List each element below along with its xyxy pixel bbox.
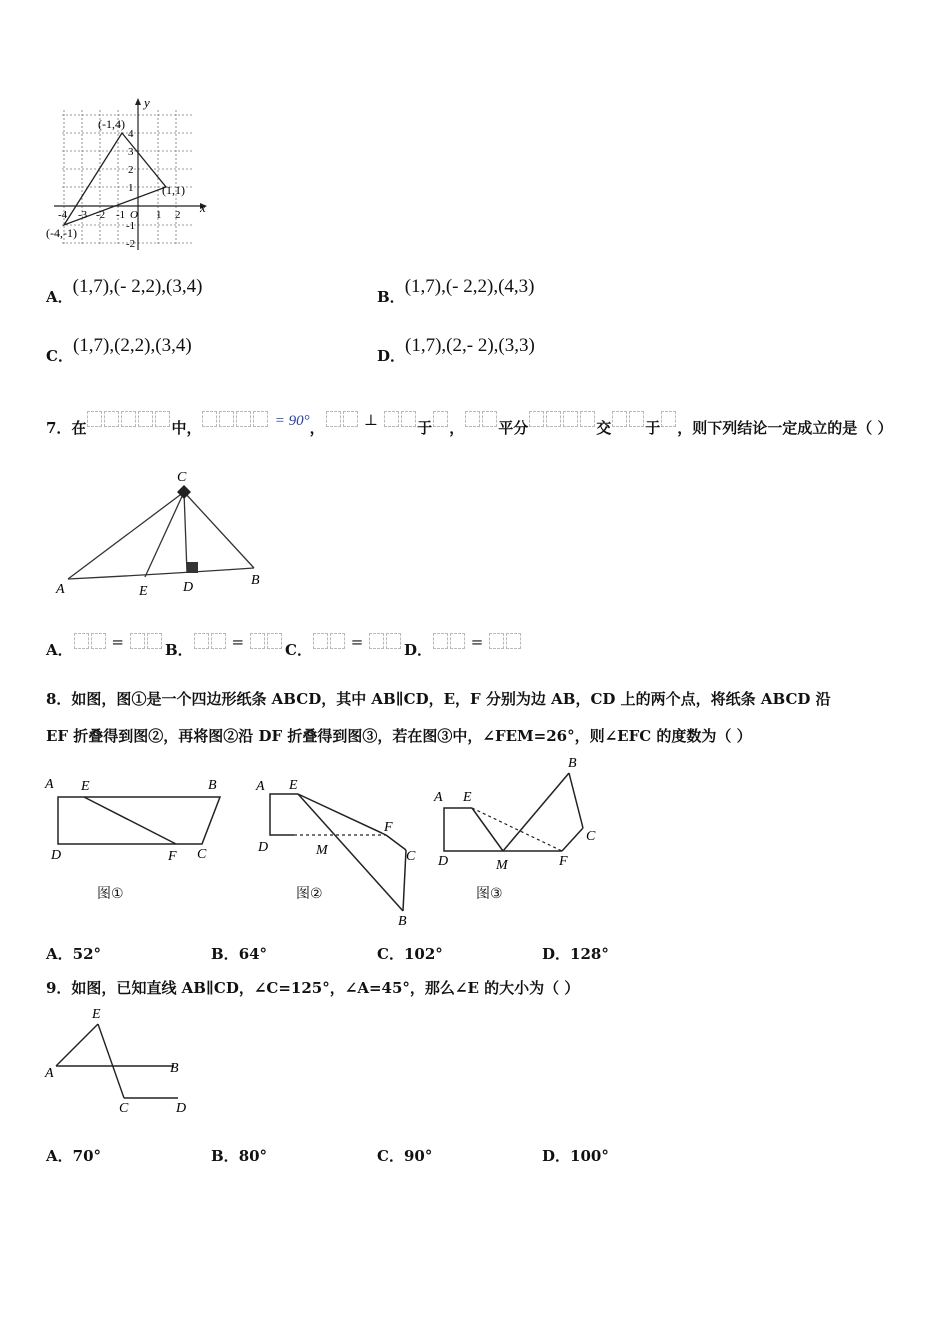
q6-tick-1: 1 bbox=[128, 182, 134, 194]
fig2-caption: 图② bbox=[296, 886, 323, 902]
q7-label-A: A bbox=[56, 582, 65, 597]
fig1-label-E: E bbox=[81, 779, 90, 794]
option-label: C． bbox=[285, 641, 312, 659]
option-eq: = bbox=[470, 633, 484, 651]
q6-bottom-point-label: (-4,-1) bbox=[46, 226, 77, 240]
fig1-label-C: C bbox=[197, 847, 207, 862]
q9-option-a[interactable] bbox=[46, 1145, 101, 1166]
q7-text: ， bbox=[309, 419, 325, 437]
option-eq: = bbox=[111, 633, 124, 651]
q7-text: 交 bbox=[596, 419, 612, 437]
q9-label-D: D bbox=[176, 1101, 187, 1116]
q8-question-line2: EF 折叠得到图②，再将图②沿 DF 折叠得到图③，若在图③中，∠FEM=26°，则∠EFC 的度数为（ ） bbox=[46, 727, 752, 745]
fig3-label-F: F bbox=[559, 854, 568, 869]
option-text: 90° bbox=[403, 1147, 433, 1165]
q6-tick-m1: -1 bbox=[126, 220, 136, 232]
fig2-label-M: M bbox=[316, 843, 328, 858]
option-label: C． bbox=[377, 1147, 404, 1165]
fig2-label-C: C bbox=[406, 849, 416, 864]
q9-option-d[interactable] bbox=[542, 1145, 609, 1166]
option-label: C． bbox=[377, 945, 404, 963]
q6-right-point-label: (1,1) bbox=[162, 183, 185, 197]
fig3-label-D: D bbox=[438, 854, 449, 869]
q6-option-c[interactable] bbox=[46, 335, 192, 367]
q7-text: 于 bbox=[645, 419, 661, 437]
option-text: (1,7),(2,- 2),(3,3) bbox=[405, 335, 535, 356]
option-label: D． bbox=[542, 945, 571, 963]
q7-label-D: D bbox=[183, 580, 194, 595]
q7-text: 中， bbox=[171, 419, 202, 437]
option-text: 52° bbox=[72, 945, 102, 963]
q8-option-a[interactable] bbox=[46, 943, 101, 964]
q7-perp-symbol: ⊥ bbox=[363, 411, 378, 429]
q6-x-label: x bbox=[200, 200, 206, 215]
option-text: 102° bbox=[403, 945, 443, 963]
fig1-label-B: B bbox=[208, 778, 217, 793]
q8-question-line1: 8．如图，图①是一个四边形纸条 ABCD，其中 AB∥CD，E，F 分别为边 AB，CD 上的两个点，将纸条 ABCD 沿 bbox=[46, 690, 831, 708]
q9-option-b[interactable] bbox=[211, 1145, 267, 1166]
q9-label-C: C bbox=[119, 1101, 129, 1116]
option-label: B． bbox=[165, 641, 193, 659]
fig2-label-D: D bbox=[258, 840, 269, 855]
option-label: A． bbox=[46, 288, 73, 306]
option-label: B． bbox=[211, 945, 239, 963]
option-label: B． bbox=[377, 288, 405, 306]
q7-option-a[interactable] bbox=[46, 633, 163, 660]
option-text: 80° bbox=[238, 1147, 268, 1165]
option-text: (1,7),(2,2),(3,4) bbox=[72, 335, 192, 356]
q6-xtick-m2: -2 bbox=[96, 209, 106, 221]
q7-number: 7． bbox=[46, 419, 72, 437]
fig1-label-D: D bbox=[51, 848, 62, 863]
q6-tick-m2: -2 bbox=[126, 238, 136, 250]
option-label: A． bbox=[46, 641, 73, 659]
q6-xtick-m1: -1 bbox=[116, 209, 126, 221]
q7-text: 在 bbox=[71, 419, 87, 437]
q8-option-c[interactable] bbox=[377, 943, 443, 964]
q6-option-d[interactable] bbox=[377, 335, 535, 367]
q7-text: ，则下列结论一定成立的是（ ） bbox=[677, 419, 893, 437]
fig1-caption: 图① bbox=[97, 886, 124, 902]
q6-tick-4: 4 bbox=[128, 128, 134, 140]
option-eq: = bbox=[350, 633, 364, 651]
q6-coordinate-graph bbox=[42, 95, 222, 255]
q9-label-B: B bbox=[170, 1061, 179, 1076]
q6-y-label: y bbox=[144, 95, 150, 110]
option-eq: = bbox=[231, 633, 245, 651]
fig2-label-F: F bbox=[384, 820, 393, 835]
fig3-label-A: A bbox=[434, 790, 443, 805]
fig3-caption: 图③ bbox=[476, 886, 503, 902]
q7-question-text bbox=[46, 411, 893, 438]
option-label: B． bbox=[211, 1147, 239, 1165]
option-text: 100° bbox=[570, 1147, 609, 1165]
q7-label-C: C bbox=[177, 470, 187, 485]
option-label: D． bbox=[377, 347, 406, 365]
option-label: A． bbox=[46, 945, 73, 963]
q7-option-d[interactable] bbox=[404, 633, 522, 660]
fig1-label-F: F bbox=[168, 849, 177, 864]
q7-text: ， bbox=[449, 419, 465, 437]
q9-option-c[interactable] bbox=[377, 1145, 432, 1166]
q8-figure-1 bbox=[40, 770, 230, 905]
fig2-label-A: A bbox=[256, 779, 265, 794]
q6-tick-3: 3 bbox=[128, 146, 134, 158]
q6-xtick-m3: -3 bbox=[78, 209, 88, 221]
option-label: D． bbox=[404, 641, 433, 659]
q6-top-point-label: (-1,4) bbox=[98, 117, 125, 131]
fig1-label-A: A bbox=[45, 777, 54, 792]
q6-xtick-2: 2 bbox=[175, 209, 181, 221]
fig3-label-C: C bbox=[586, 829, 596, 844]
fig2-label-B: B bbox=[398, 914, 407, 929]
fig3-label-B: B bbox=[568, 756, 577, 771]
q8-option-d[interactable] bbox=[542, 943, 609, 964]
q7-triangle-figure bbox=[46, 462, 276, 602]
option-text: 70° bbox=[72, 1147, 102, 1165]
q9-label-A: A bbox=[45, 1066, 54, 1081]
fig2-label-E: E bbox=[289, 778, 298, 793]
q7-text: 平分 bbox=[498, 419, 529, 437]
q6-origin: O bbox=[130, 209, 138, 221]
option-text: (1,7),(- 2,2),(3,4) bbox=[72, 276, 203, 297]
q9-figure bbox=[40, 1002, 210, 1122]
option-text: (1,7),(- 2,2),(4,3) bbox=[404, 276, 535, 297]
fig3-label-M: M bbox=[496, 858, 508, 873]
q6-xtick-1: 1 bbox=[156, 209, 162, 221]
q9-label-E: E bbox=[92, 1007, 101, 1022]
q8-figure-2 bbox=[250, 770, 430, 930]
q7-text: 于 bbox=[417, 419, 433, 437]
q7-option-b[interactable] bbox=[165, 633, 283, 660]
q8-option-b[interactable] bbox=[211, 943, 267, 964]
q6-option-b[interactable] bbox=[377, 276, 535, 308]
q7-angle-90: = 90° bbox=[274, 413, 310, 429]
option-label: C． bbox=[46, 347, 73, 365]
q6-option-a[interactable] bbox=[46, 276, 203, 308]
fig3-label-E: E bbox=[463, 790, 472, 805]
q9-question-text: 9．如图，已知直线 AB∥CD，∠C=125°，∠A=45°，那么∠E 的大小为（ ） bbox=[46, 979, 580, 997]
q7-option-c[interactable] bbox=[285, 633, 402, 660]
q8-figure-3 bbox=[430, 752, 610, 882]
option-label: D． bbox=[542, 1147, 571, 1165]
option-text: 128° bbox=[570, 945, 609, 963]
q7-label-E: E bbox=[139, 584, 148, 599]
option-text: 64° bbox=[238, 945, 268, 963]
q6-tick-2: 2 bbox=[128, 164, 134, 176]
q6-xtick-m4: -4 bbox=[58, 209, 68, 221]
q7-label-B: B bbox=[251, 573, 260, 588]
option-label: A． bbox=[46, 1147, 73, 1165]
